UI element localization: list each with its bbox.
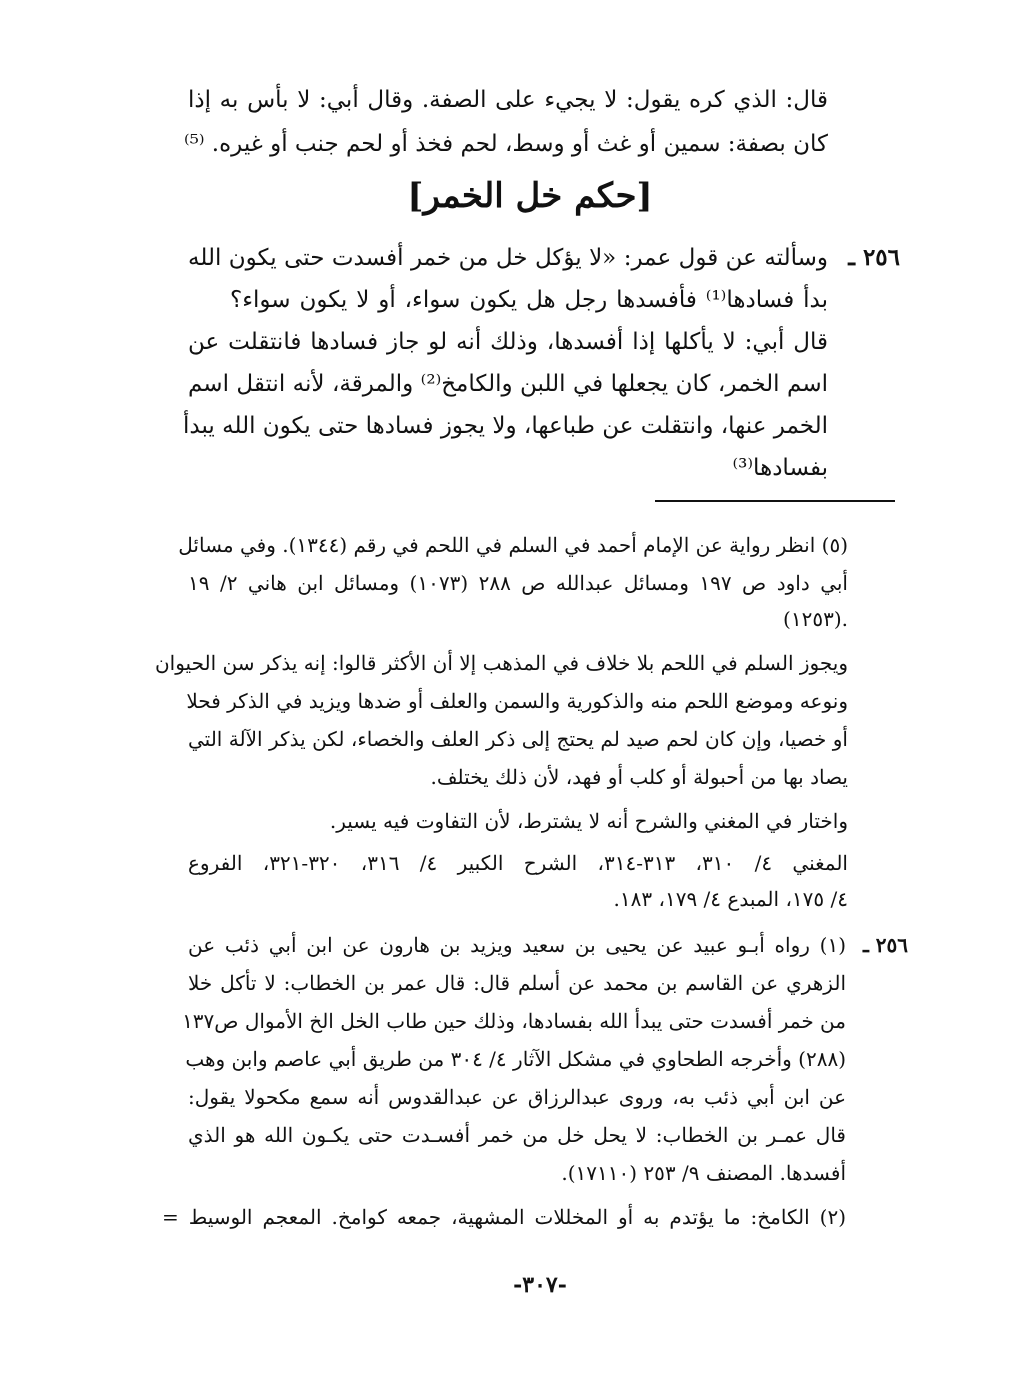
footnote-line: من خمر أفسدت حتى يبدأ الله بفسادها، وذلك حين طاب الخل الخ الأموال ص١٣٧ xyxy=(182,1009,846,1033)
footnote-separator xyxy=(655,500,895,502)
body-text-line: الخمر عنها، وانتقلت عن طباعها، ولا يجوز فسادها حتى يكون الله يبدأ xyxy=(183,413,828,439)
footnote-line: ٤/ ١٧٥، المبدع ٤/ ١٧٩، ١٨٣. xyxy=(613,887,848,911)
footnote-line: (٥) انظر رواية عن الإمام أحمد في السلم في اللحم في رقم (١٣٤٤). وفي مسائل xyxy=(178,533,848,557)
footnote-line: (١٢٥٣). xyxy=(783,607,848,631)
footnote-question-number: ٢٥٦ ـ xyxy=(862,933,908,957)
question-number: ٢٥٦ ـ xyxy=(848,244,900,271)
footnote-line: ويجوز السلم في اللحم بلا خلاف في المذهب إلا أن الأكثر قالوا: إنه يذكر سن الحيوان xyxy=(154,651,848,675)
footnote-line: (٢) الكامخ: ما يؤتدم به أو المخللات المشهية، جمعه كوامخ. المعجم الوسيط = xyxy=(162,1205,846,1229)
page-number: -٣٠٧- xyxy=(513,1272,567,1298)
footnote-line: ونوعه وموضع اللحم منه والذكورية والسمن والعلف أو ضدها ويزيد في الذكر فحلا xyxy=(186,689,848,713)
body-text-line: وسألته عن قول عمر: «لا يؤكل خل من خمر أفسدت حتى يكون الله xyxy=(188,245,828,271)
section-heading: [حكم خل الخمر] xyxy=(407,176,653,216)
body-text-line: بدأ فسادها⁽¹⁾ فأفسدها رجل هل يكون سواء، أو لا يكون سواء؟ xyxy=(230,287,828,313)
body-text-line: كان بصفة: سمين أو غث أو وسط، لحم فخذ أو لحم جنب أو غيره. ⁽⁵⁾ xyxy=(183,131,828,157)
footnote-line: (١) رواه أبـو عبيد عن يحيى بن سعيد ويزيد بن هارون عن ابن أبي ذئب عن xyxy=(188,933,846,957)
footnote-line: قال عمـر بن الخطاب: لا يحل خل من خمر أفسـدت حتى يكـون الله هو الذي xyxy=(188,1123,846,1147)
footnote-line: المغني ٤/ ٣١٠، ٣١٣-٣١٤، الشرح الكبير ٤/ ٣١٦، ٣٢٠-٣٢١، الفروع xyxy=(188,851,848,875)
footnote-line: أفسدها. المصنف ٩/ ٢٥٣ (١٧١١٠). xyxy=(561,1161,846,1185)
footnote-line: أبي داود ص ١٩٧ ومسائل عبدالله ص ٢٨٨ (١٠٧٣) ومسائل ابن هاني ٢/ ١٩ xyxy=(188,571,848,595)
footnote-line: يصاد بها من أحبولة أو كلب أو فهد، لأن ذلك يختلف. xyxy=(430,765,848,789)
body-text-line: قال أبي: لا يأكلها إذا أفسدها، وذلك أنه لو جاز فسادها فانتقلت عن xyxy=(188,329,828,355)
body-text-line: قال: الذي كره يقول: لا يجيء على الصفة. وقال أبي: لا بأس به إذا xyxy=(188,87,828,113)
footnote-line: عن ابن أبي ذئب به، وروى عبدالرزاق عن عبدالقدوس أنه سمع مكحولا يقول: xyxy=(188,1085,846,1109)
footnote-line: الزهري عن القاسم بن محمد عن أسلم قال: قال عمر بن الخطاب: لا تأكل خلا xyxy=(188,971,846,995)
footnote-line: (٢٨٨) وأخرجه الطحاوي في مشكل الآثار ٤/ ٣٠٤ من طريق أبي عاصم وابن وهب xyxy=(185,1047,846,1071)
footnote-line: واختار في المغني والشرح أنه لا يشترط، لأن التفاوت فيه يسير. xyxy=(329,809,848,833)
body-text-line: اسم الخمر، كان يجعلها في اللبن والكامخ⁽²⁾ والمرقة، لأنه انتقل اسم xyxy=(188,371,828,397)
body-text-line: بفسادها⁽³⁾ xyxy=(732,455,828,481)
footnote-line: أو خصيا، وإن كان لحم صيد لم يحتج إلى ذكر العلف والخصاء، لكن يذكر الآلة التي xyxy=(188,727,848,751)
